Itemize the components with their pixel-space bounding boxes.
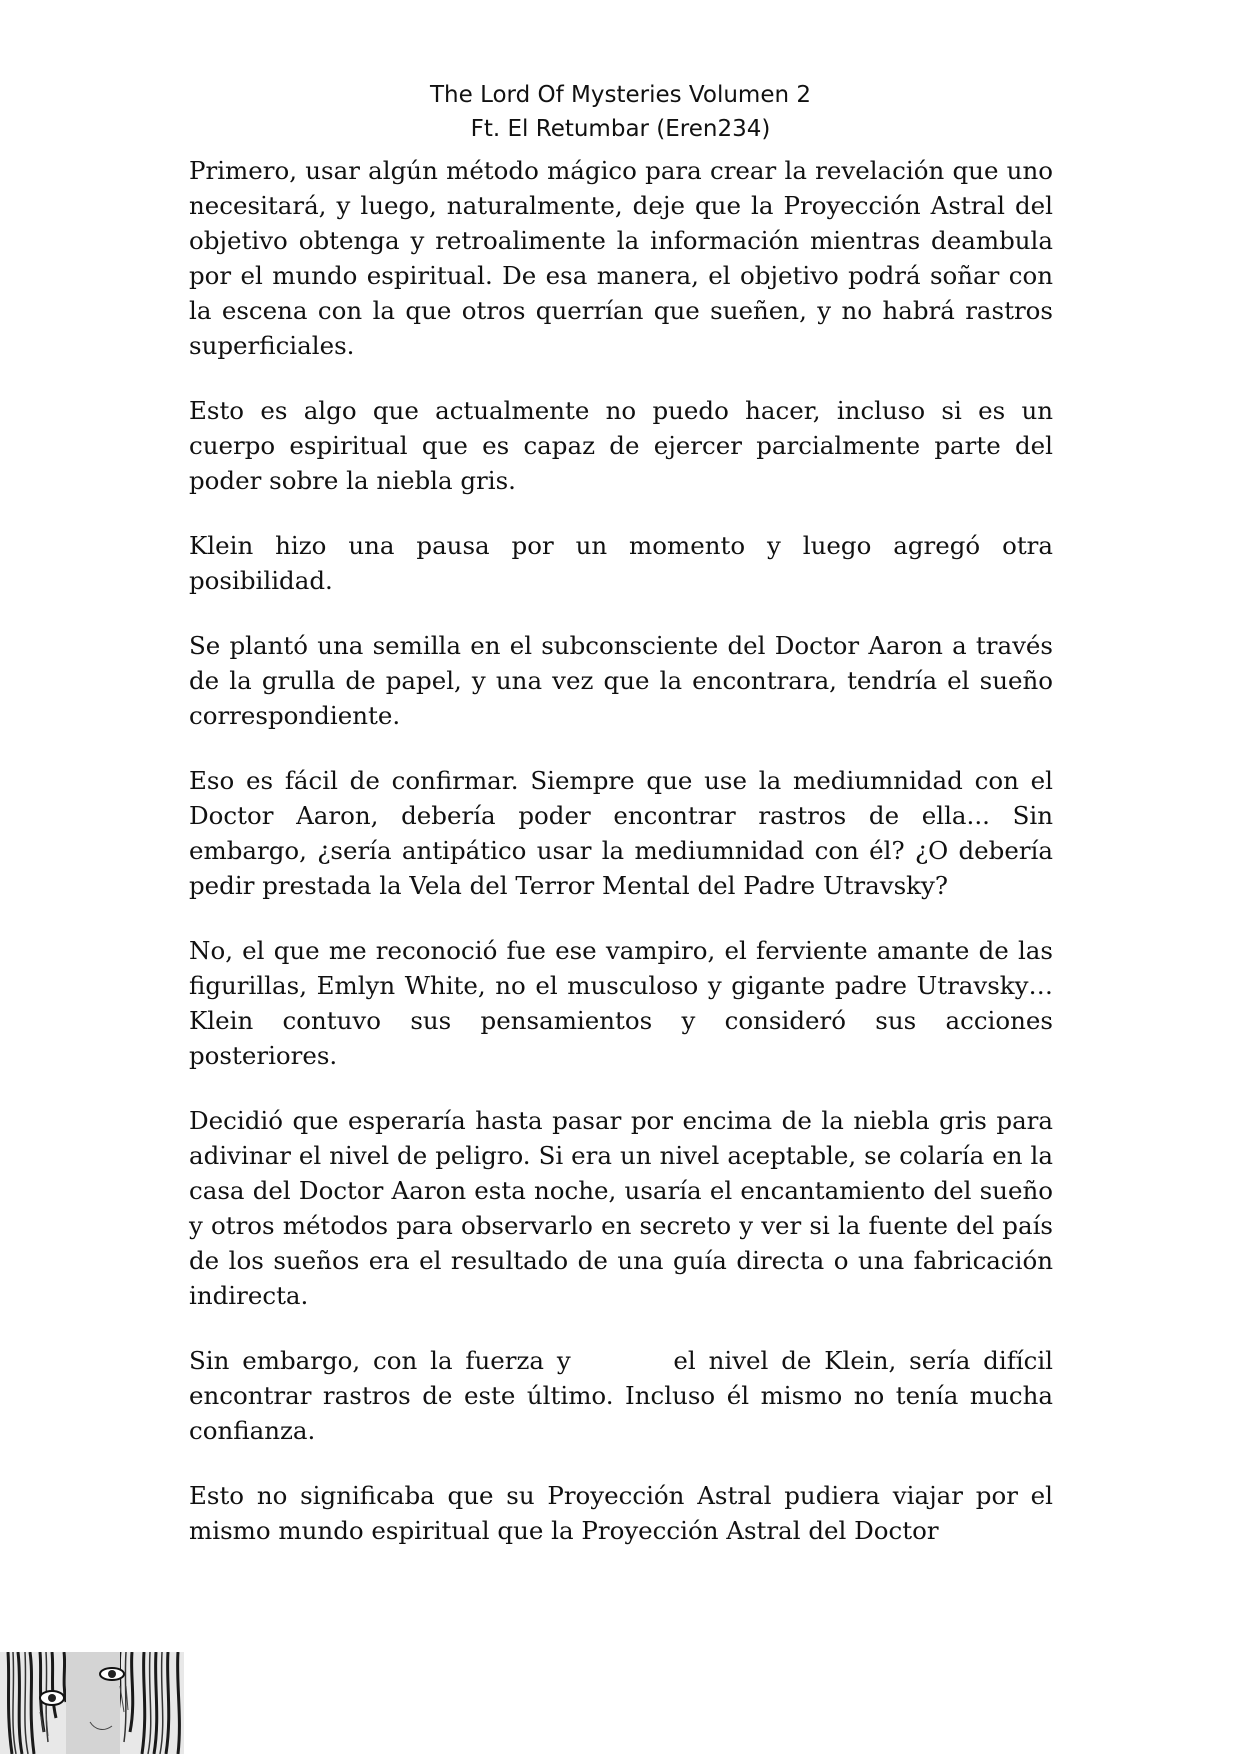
paragraph: Klein hizo una pausa por un momento y luego agregó otra posibilidad.	[189, 531, 1053, 595]
paragraph: No, el que me reconoció fue ese vampiro, el ferviente amante de las figurillas, Emlyn White, no el musculoso y gigante padre Utravsky… Klein contuvo sus pensamientos y consideró sus acciones posteriores.	[189, 936, 1053, 1070]
header-subtitle: Ft. El Retumbar (Eren234)	[470, 116, 771, 142]
paragraph: Se plantó una semilla en el subconsciente del Doctor Aaron a través de la grulla de papel, y una vez que la encontrara, tendría el sueño correspondiente.	[189, 631, 1053, 730]
paragraph: Primero, usar algún método mágico para crear la revelación que uno necesitará, y luego, naturalmente, deje que la Proyección Astral del objetivo obtenga y retroalimente la información mientras deambula por el mundo espiritual. De esa manera, el objetivo podrá soñar con la escena con la que otros querrían que sueñen, y no habrá rastros superficiales.	[189, 156, 1053, 360]
paragraph: Eso es fácil de confirmar. Siempre que use la mediumnidad con el Doctor Aaron, debería poder encontrar rastros de ella... Sin embargo, ¿sería antipático usar la mediumnidad con él? ¿O debería pedir prestada la Vela del Terror Mental del Padre Utravsky?	[189, 766, 1053, 900]
header-title: The Lord Of Mysteries Volumen 2	[429, 82, 811, 108]
paragraph: Decidió que esperaría hasta pasar por encima de la niebla gris para adivinar el nivel de peligro. Si era un nivel aceptable, se colaría en la casa del Doctor Aaron esta noche, usaría el encantamiento del sueño y otros métodos para observarlo en secreto y ver si la fuente del país de los sueños era el resultado de una guía directa o una fabricación indirecta.	[189, 1106, 1053, 1310]
paragraph: Esto no significaba que su Proyección Astral pudiera viajar por el mismo mundo espiritual que la Proyección Astral del Doctor	[189, 1481, 1053, 1545]
paragraph: Esto es algo que actualmente no puedo hacer, incluso si es un cuerpo espiritual que es capaz de ejercer parcialmente parte del poder sobre la niebla gris.	[189, 396, 1053, 495]
page-header	[0, 78, 1241, 146]
corner-manga-illustration	[0, 1652, 184, 1754]
paragraph: Sin embargo, con la fuerza y el nivel de Klein, sería difícil encontrar rastros de este último. Incluso él mismo no tenía mucha confianza.	[189, 1346, 1061, 1445]
body-text	[189, 153, 1061, 1578]
